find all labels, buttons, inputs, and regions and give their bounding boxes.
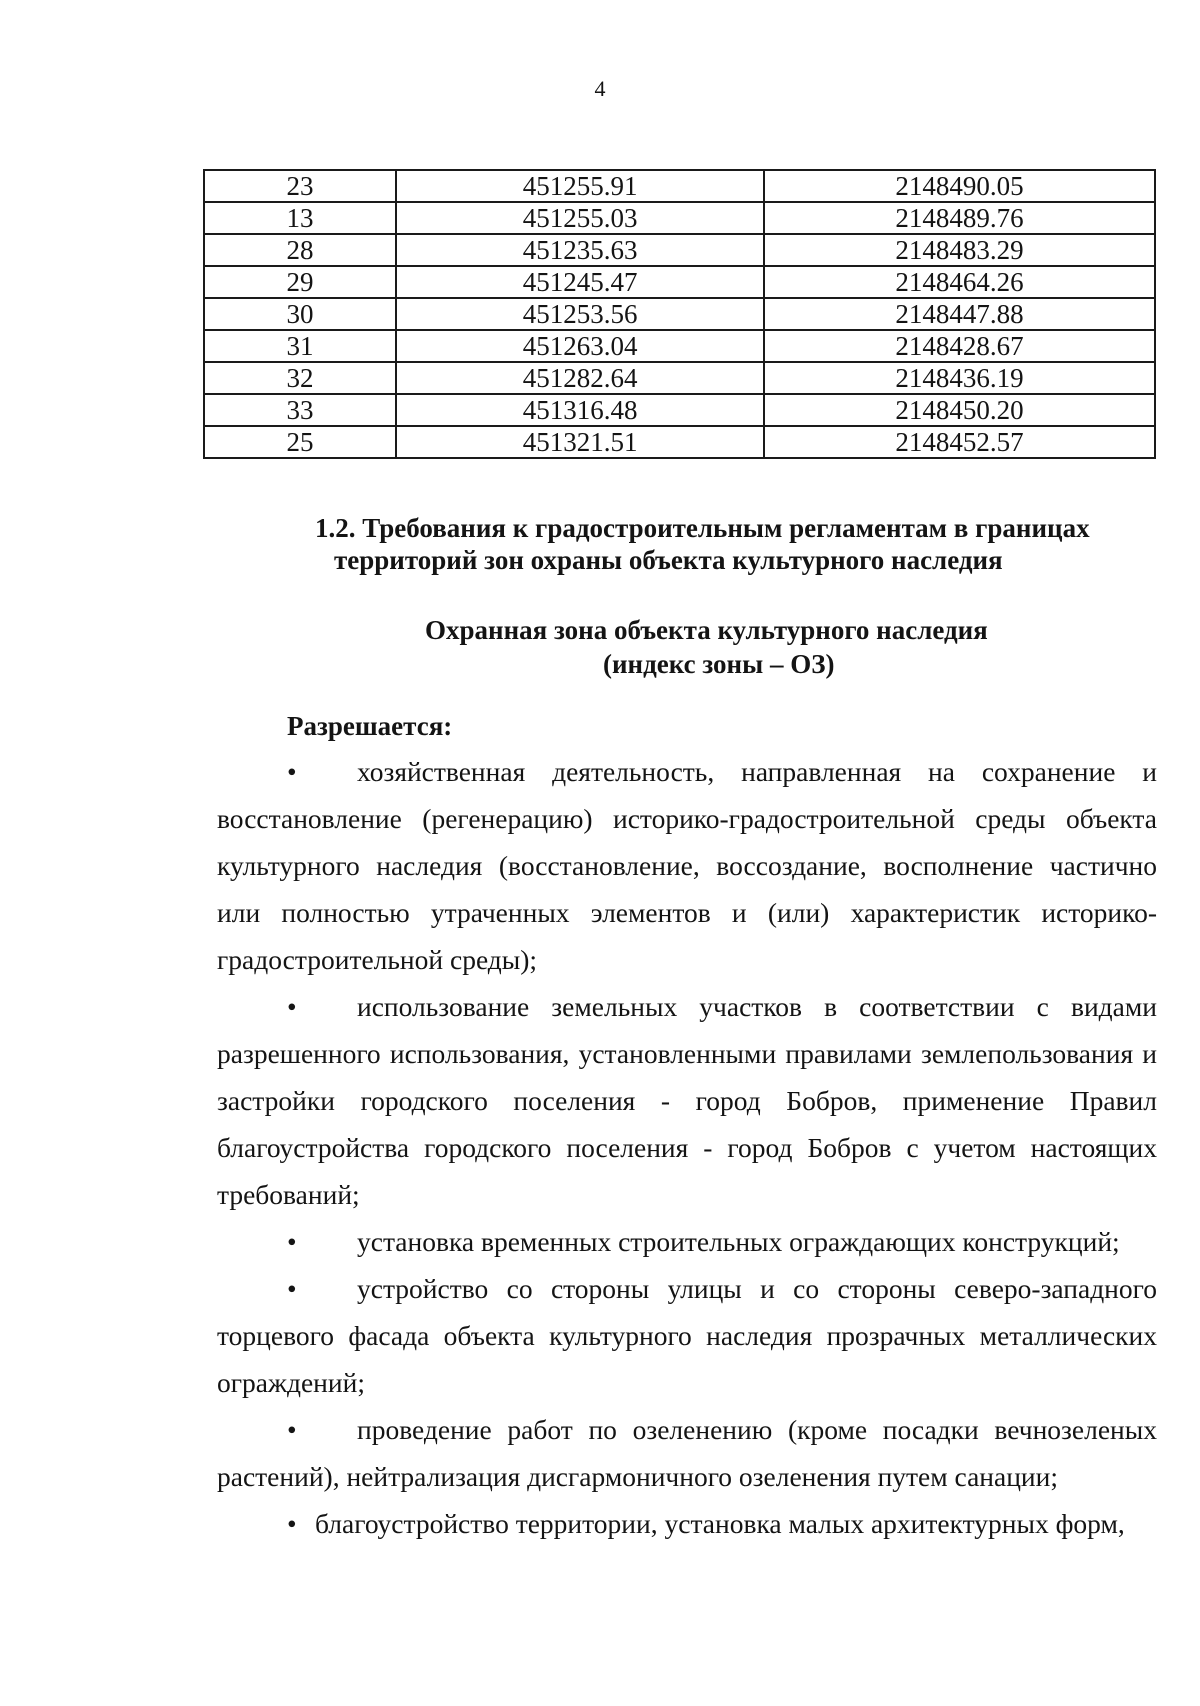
bullet-icon: •: [287, 756, 297, 787]
x-coordinate-cell: 451253.56: [396, 298, 764, 330]
list-item: [217, 1265, 1157, 1406]
bullet-icon: •: [287, 1273, 297, 1304]
allowed-list: [217, 748, 1157, 1547]
bullet-icon: •: [287, 991, 297, 1022]
section-heading-line-1: 1.2. Требования к градостроительным регламентам в границах: [315, 513, 1090, 543]
bullet-icon: •: [287, 1508, 297, 1539]
list-item: [217, 1406, 1157, 1500]
x-coordinate-cell: 451316.48: [396, 394, 764, 426]
list-item: [217, 983, 1157, 1218]
allowed-label: Разрешается:: [287, 711, 453, 741]
list-item: [217, 1500, 1157, 1547]
x-coordinate-cell: 451245.47: [396, 266, 764, 298]
table-row: [204, 394, 1155, 426]
bullet-icon: •: [287, 1226, 297, 1257]
point-number-cell: 30: [204, 298, 396, 330]
point-number-cell: 13: [204, 202, 396, 234]
zone-heading-line-2: (индекс зоны – ОЗ): [603, 649, 835, 679]
point-number-cell: 28: [204, 234, 396, 266]
list-item-text: проведение работ по озеленению (кроме посадки вечнозеленых растений), нейтрализация дисгармоничного озеленения путем санации;: [217, 1414, 1157, 1492]
table-row: [204, 362, 1155, 394]
point-number-cell: 23: [204, 170, 396, 202]
table-row: [204, 298, 1155, 330]
x-coordinate-cell: 451235.63: [396, 234, 764, 266]
y-coordinate-cell: 2148490.05: [764, 170, 1155, 202]
list-item: [217, 748, 1157, 983]
zone-heading-line-1: Охранная зона объекта культурного наследия: [425, 615, 988, 645]
x-coordinate-cell: 451255.03: [396, 202, 764, 234]
list-item: [217, 1218, 1157, 1265]
point-number-cell: 33: [204, 394, 396, 426]
list-item-text: благоустройство территории, установка малых архитектурных форм,: [315, 1508, 1125, 1539]
list-item-text: использование земельных участков в соответствии с видами разрешенного использования, установленными правилами землепользования и застройки городского поселения - город Бобров, применение Правил благоустройства городского поселения - город Бобров с учетом настоящих требований;: [217, 991, 1157, 1210]
y-coordinate-cell: 2148428.67: [764, 330, 1155, 362]
table-row: [204, 170, 1155, 202]
x-coordinate-cell: 451255.91: [396, 170, 764, 202]
table-row: [204, 266, 1155, 298]
list-item-text: хозяйственная деятельность, направленная на сохранение и восстановление (регенерацию) историко-градостроительной среды объекта культурного наследия (восстановление, воссоздание, восполнение частично или полностью утраченных элементов и (или) характеристик историко-градостроительной среды);: [217, 756, 1157, 975]
list-item-text: устройство со стороны улицы и со стороны северо-западного торцевого фасада объекта культурного наследия прозрачных металлических ограждений;: [217, 1273, 1157, 1398]
list-item-text: установка временных строительных ограждающих конструкций;: [357, 1226, 1120, 1257]
x-coordinate-cell: 451282.64: [396, 362, 764, 394]
y-coordinate-cell: 2148464.26: [764, 266, 1155, 298]
y-coordinate-cell: 2148436.19: [764, 362, 1155, 394]
point-number-cell: 31: [204, 330, 396, 362]
x-coordinate-cell: 451321.51: [396, 426, 764, 458]
bullet-icon: •: [287, 1414, 297, 1445]
section-heading-line-2: территорий зон охраны объекта культурного наследия: [334, 545, 1003, 575]
x-coordinate-cell: 451263.04: [396, 330, 764, 362]
table-row: [204, 426, 1155, 458]
y-coordinate-cell: 2148452.57: [764, 426, 1155, 458]
point-number-cell: 25: [204, 426, 396, 458]
table-row: [204, 202, 1155, 234]
page-number: 4: [594, 76, 606, 101]
point-number-cell: 29: [204, 266, 396, 298]
y-coordinate-cell: 2148489.76: [764, 202, 1155, 234]
table-row: [204, 234, 1155, 266]
y-coordinate-cell: 2148450.20: [764, 394, 1155, 426]
point-number-cell: 32: [204, 362, 396, 394]
y-coordinate-cell: 2148483.29: [764, 234, 1155, 266]
coordinates-table: [203, 169, 1156, 459]
y-coordinate-cell: 2148447.88: [764, 298, 1155, 330]
table-row: [204, 330, 1155, 362]
